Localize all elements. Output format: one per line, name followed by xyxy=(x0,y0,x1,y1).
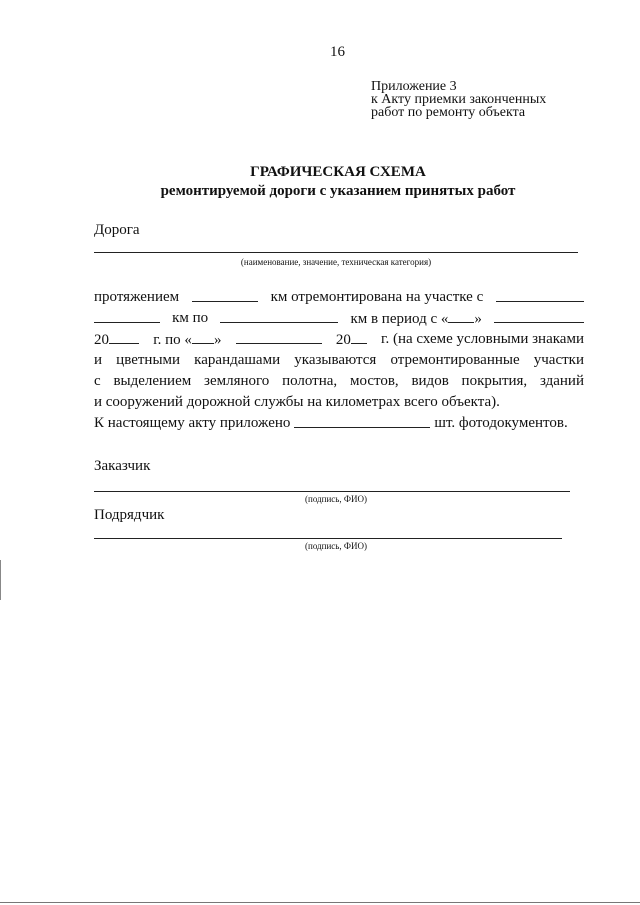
appendix-line-3: работ по ремонту объекта xyxy=(371,105,526,120)
length-blank xyxy=(192,287,258,302)
scan-bottom-edge xyxy=(0,902,640,903)
body-row-6 xyxy=(94,392,584,413)
year-prefix-start: 20 xyxy=(94,332,109,348)
repaired-section-text: км отремонтирована на участке с xyxy=(270,289,484,305)
start-year-blank xyxy=(109,329,139,344)
scheme-note-start: г. (на схеме условными знаками xyxy=(381,331,584,347)
body-row-5 xyxy=(94,371,584,392)
page-number: 16 xyxy=(330,44,345,60)
document-subtitle: ремонтируемой дороги с указанием принятых работ xyxy=(160,183,516,199)
contractor-signature-line xyxy=(94,538,562,539)
appendix-note xyxy=(371,80,546,119)
body-row-4 xyxy=(94,350,584,371)
appendix-line-2: к Акту приемки законченных xyxy=(371,92,547,107)
road-label: Дорога xyxy=(94,222,140,238)
end-month-blank xyxy=(236,329,322,344)
contractor-caption: (подпись, ФИО) xyxy=(305,541,367,551)
customer-signature-line xyxy=(94,491,570,492)
section-end-blank xyxy=(220,308,338,323)
customer-caption: (подпись, ФИО) xyxy=(305,494,367,504)
body-line-6: и сооружений дорожной службы на километрах всего объекта). xyxy=(94,394,500,410)
body-line-4: и цветными карандашами указываются отремонтированные участки xyxy=(94,352,584,368)
photo-docs-text: шт. фотодокументов. xyxy=(434,415,568,431)
section-start-blank xyxy=(496,287,584,302)
body-line-5: с выделением земляного полотна, мостов, видов покрытия, зданий xyxy=(94,373,584,389)
body-row-2 xyxy=(94,308,584,329)
contractor-label: Подрядчик xyxy=(94,507,165,523)
attached-text: К настоящему акту приложено xyxy=(94,415,291,431)
period-from-text: км в период с « xyxy=(350,311,449,327)
end-day-blank xyxy=(192,329,214,344)
period-to-text: г. по « xyxy=(153,332,192,348)
body-row-7 xyxy=(94,413,584,434)
photo-count-blank xyxy=(294,413,430,428)
section-start-km-blank xyxy=(94,308,160,323)
quote-close: » xyxy=(474,311,482,327)
km-to-text: км по xyxy=(172,310,209,326)
start-day-blank xyxy=(448,308,474,323)
body-paragraph xyxy=(94,287,584,434)
customer-label: Заказчик xyxy=(94,458,151,474)
document-title: ГРАФИЧЕСКАЯ СХЕМА xyxy=(250,164,426,180)
road-name-line xyxy=(94,252,578,253)
end-year-blank xyxy=(351,329,367,344)
start-month-blank xyxy=(494,308,584,323)
scan-edge-mark xyxy=(0,560,1,600)
body-row-1 xyxy=(94,287,584,308)
appendix-line-1: Приложение 3 xyxy=(371,79,457,94)
quote-close-2: » xyxy=(213,332,222,348)
road-caption: (наименование, значение, техническая категория) xyxy=(240,257,432,267)
year-prefix-end: 20 xyxy=(335,332,351,348)
body-row-3 xyxy=(94,329,584,350)
length-label: протяжением xyxy=(94,289,180,305)
